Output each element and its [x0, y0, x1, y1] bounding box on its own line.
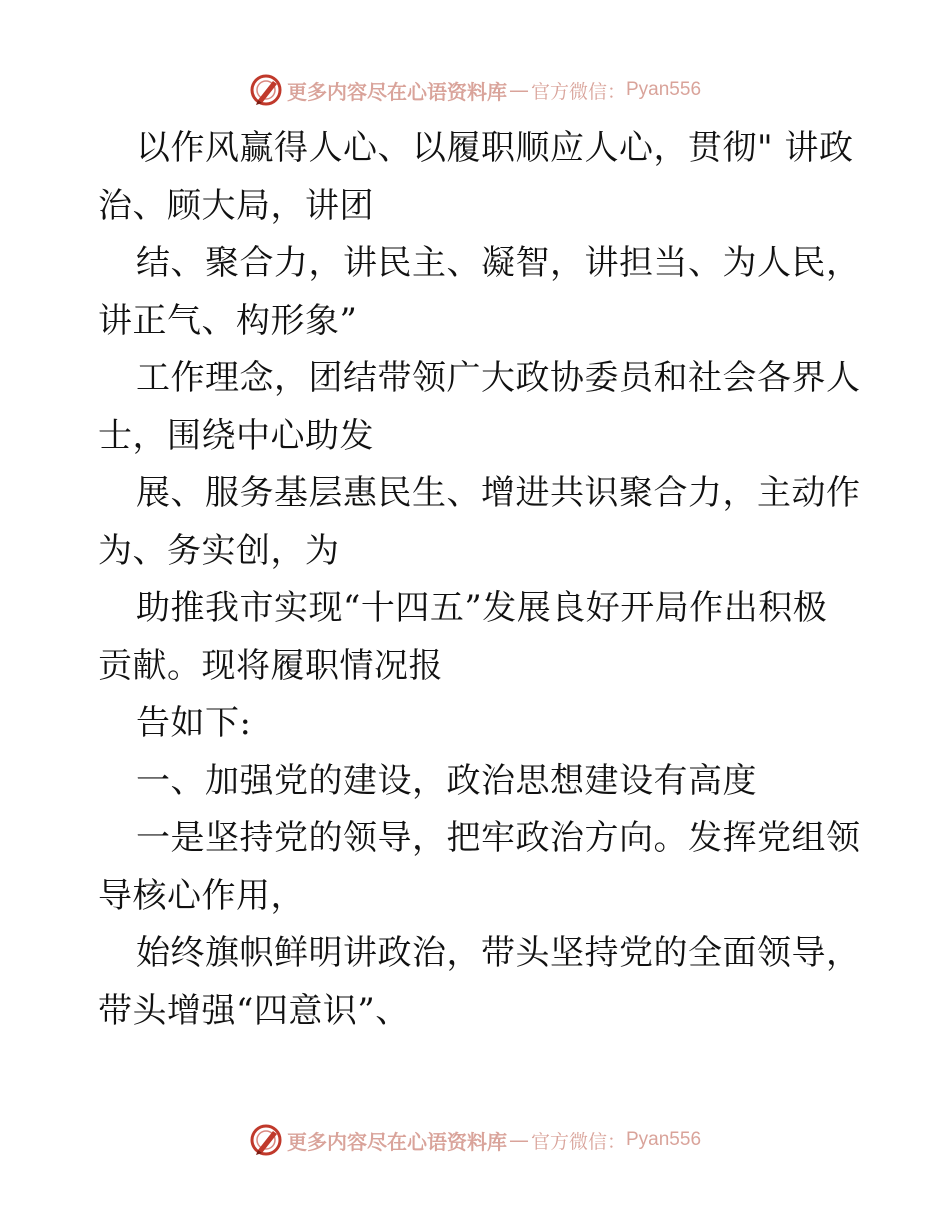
banner-title: 更多内容尽在心语资料库: [286, 79, 507, 104]
document-body: [98, 120, 861, 1040]
text-line: 贡献。现将履职情况报: [98, 645, 443, 686]
text-line: 展、服务基层惠民生、增进共识聚合力，主动作: [136, 473, 861, 513]
banner-wechat-id: Pyan556: [626, 79, 702, 100]
pen-logo-icon: [249, 73, 283, 107]
banner-dash: —: [508, 1128, 529, 1152]
header-watermark-banner: [0, 70, 950, 110]
section-heading: 一、加强党的建设，政治思想建设有高度: [136, 760, 757, 801]
banner-label: 官方微信：: [530, 1130, 626, 1153]
text-line: 工作理念，团结带领广大政协委员和社会各界人: [136, 358, 861, 398]
text-line: 导核心作用，: [98, 875, 305, 916]
text-line: 一是坚持党的领导，把牢政治方向。发挥党组领: [136, 818, 861, 858]
text-line: 以作风赢得人心、以履职顺应人心，贯彻" 讲政: [136, 128, 854, 168]
text-line: 带头增强“四意识”、: [98, 990, 410, 1031]
text-line: 始终旗帜鲜明讲政治，带头坚持党的全面领导，: [136, 933, 861, 973]
footer-watermark-banner: [0, 1120, 950, 1160]
banner-label: 官方微信：: [530, 80, 626, 103]
banner-dash: —: [508, 78, 529, 102]
text-line: 讲正气、构形象”: [98, 300, 358, 341]
banner-wechat-id: Pyan556: [626, 1129, 702, 1150]
text-line: 结、聚合力，讲民主、凝智，讲担当、为人民，: [136, 243, 861, 283]
text-line: 为、务实创，为: [98, 530, 340, 571]
pen-logo-icon: [249, 1123, 283, 1157]
text-line: 士，围绕中心助发: [98, 415, 374, 456]
text-line: 助推我市实现“十四五”发展良好开局作出积极: [136, 588, 828, 628]
banner-title: 更多内容尽在心语资料库: [286, 1129, 507, 1154]
text-line: 告如下:: [136, 703, 252, 743]
text-line: 治、顾大局，讲团: [98, 185, 374, 226]
